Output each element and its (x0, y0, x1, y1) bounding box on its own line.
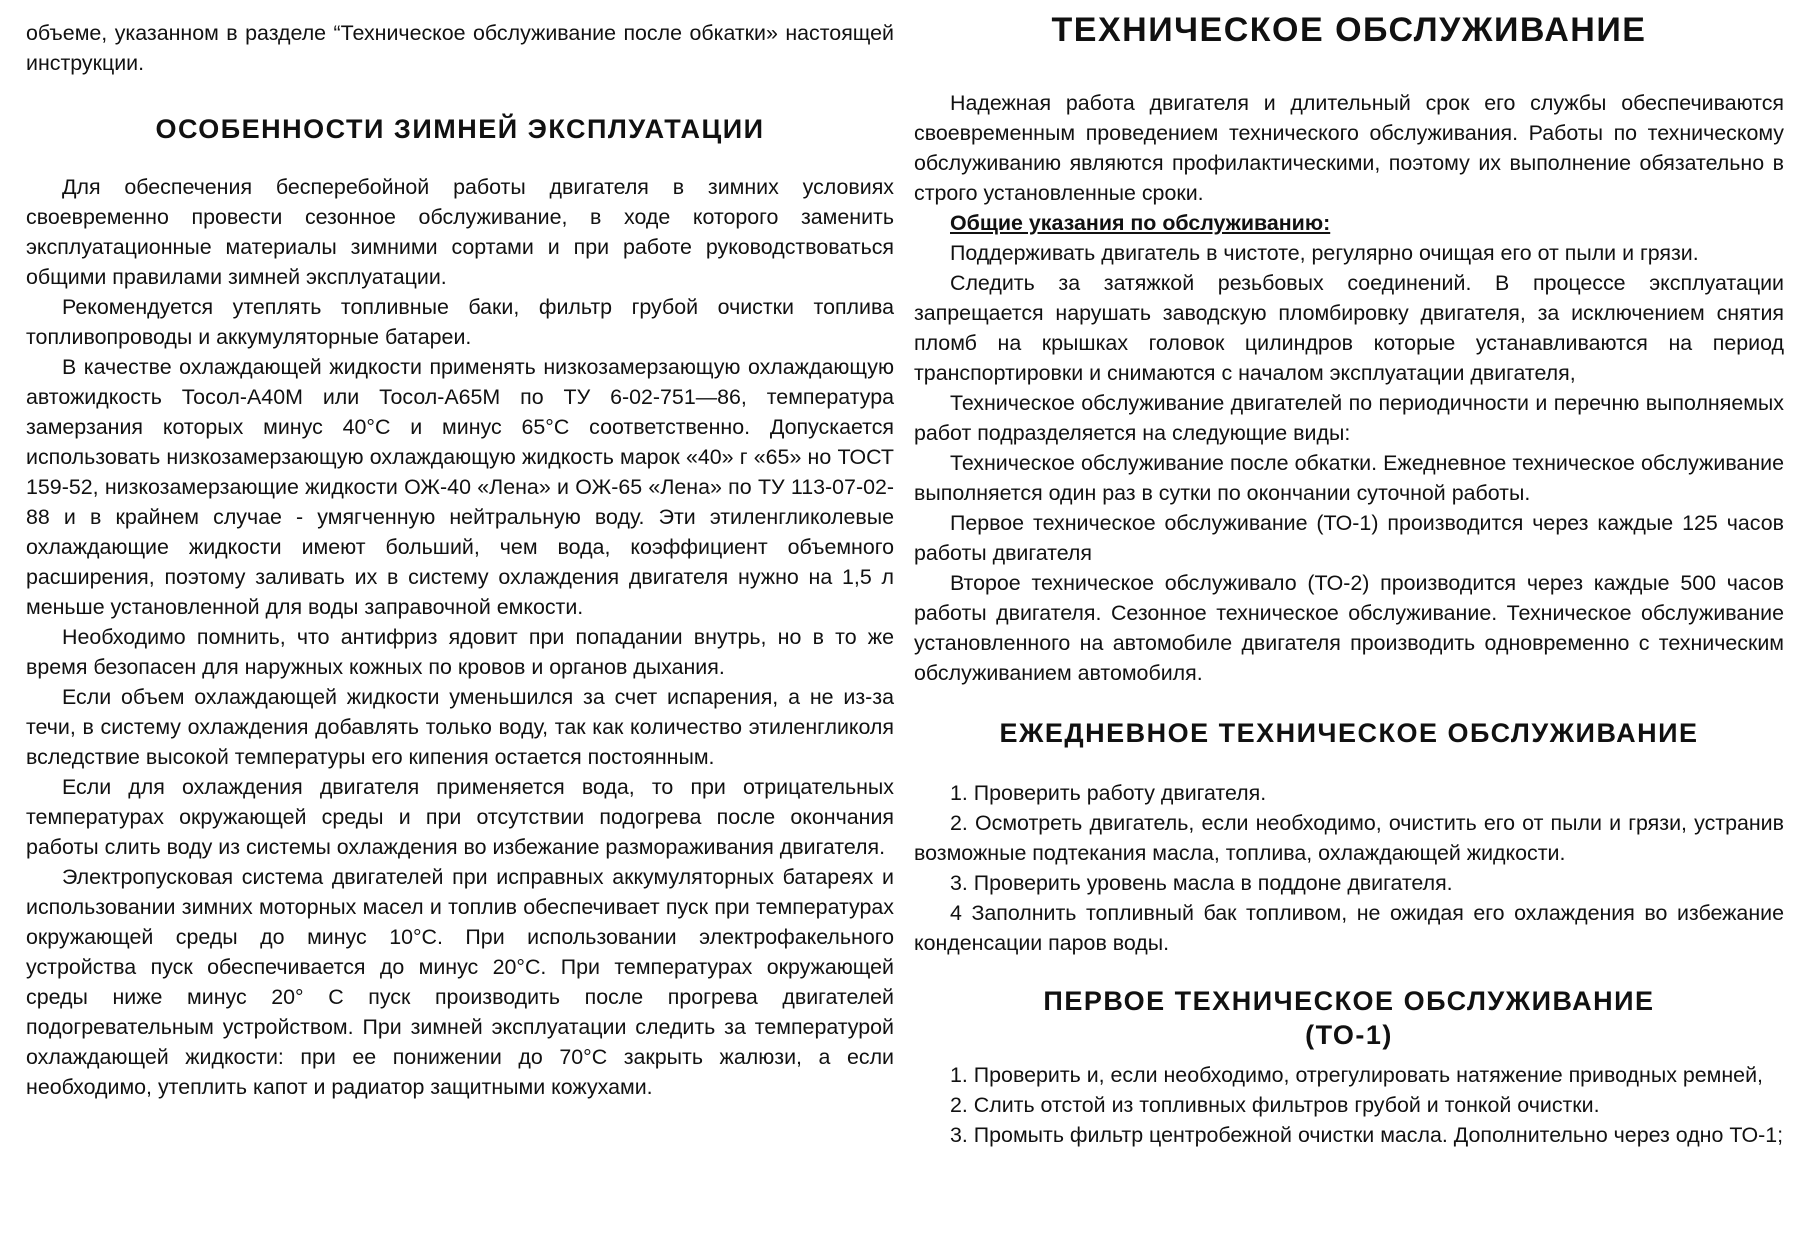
winter-paragraph-7: Электропусковая система двигателей при исправных аккумуляторных батареях и использовании зимних моторных масел и топлив обеспечивает пуск при температурах окружающей среды до минус 10°С. При использовании электрофакельного устройства пуск обеспечивается до минус 20°С. При температурах окружающей среды ниже минус 20° С пуск производить после прогрева двигателей подогревательным устройством. При зимней эксплуатации следить за температурой охлаждающей жидкости: при ее понижении до 70°С закрыть жалюзи, а если необходимо, утеплить капот и радиатор защитными кожухами. (26, 865, 894, 1099)
daily-item-2: 2. Осмотреть двигатель, если необходимо, очистить его от пыли и грязи, устранив возможные подтекания масла, топлива, охлаждающей жидкости. (914, 811, 1784, 865)
to1-item-2: 2. Слить отстой из топливных фильтров грубой и тонкой очистки. (950, 1093, 1600, 1117)
left-intro-text: объеме, указанном в разделе “Техническое обслуживание после обкатки» настоящей инструкции. (26, 21, 894, 75)
winter-operation-heading: ОСОБЕННОСТИ ЗИМНЕЙ ЭКСПЛУАТАЦИИ (155, 114, 765, 144)
to1-heading-line1: ПЕРВОЕ ТЕХНИЧЕСКОЕ ОБСЛУЖИВАНИЕ (1043, 986, 1655, 1016)
left-column (26, 0, 894, 1102)
daily-item-3: 3. Проверить уровень масла в поддоне двигателя. (950, 871, 1453, 895)
winter-paragraph-6: Если для охлаждения двигателя применяется вода, то при отрицательных температурах окружающей среды и при отсутствии подогрева после окончания работы слить воду из системы охлаждения во избежание размораживания двигателя. (26, 775, 894, 859)
right-column (914, 0, 1784, 1150)
winter-paragraph-5: Если объем охлаждающей жидкости уменьшился за счет испарения, а не из-за течи, в систему охлаждения добавлять только воду, так как количество этиленгликоля вследствие высокой температуры его кипения остается постоянным. (26, 685, 894, 769)
general-paragraph-5: Первое техническое обслуживание (ТО-1) производится через каждые 125 часов работы двигателя (914, 511, 1784, 565)
daily-item-4: 4 Заполнить топливный бак топливом, не ожидая его охлаждения во избежание конденсации паров воды. (914, 901, 1784, 955)
general-paragraph-4: Техническое обслуживание после обкатки. Ежедневное техническое обслуживание выполняется один раз в сутки по окончании суточной работы. (914, 451, 1784, 505)
daily-maintenance-heading: ЕЖЕДНЕВНОЕ ТЕХНИЧЕСКОЕ ОБСЛУЖИВАНИЕ (999, 718, 1699, 748)
to1-heading (914, 984, 1784, 1052)
general-paragraph-1: Поддерживать двигатель в чистоте, регулярно очищая его от пыли и грязи. (950, 241, 1699, 265)
general-instructions-title (914, 208, 1784, 238)
daily-item-1: 1. Проверить работу двигателя. (950, 781, 1267, 805)
to1-item-1: 1. Проверить и, если необходимо, отрегулировать натяжение приводных ремней, (950, 1063, 1763, 1087)
winter-paragraph-1: Для обеспечения бесперебойной работы двигателя в зимних условиях своевременно провести сезонное обслуживание, в ходе которого заменить эксплуатационные материалы зимними сортами и при работе руководствоваться общими правилами зимней эксплуатации. (26, 175, 894, 289)
winter-paragraph-4: Необходимо помнить, что антифриз ядовит при попадании внутрь, но в то же время безопасен для наружных кожных по кровов и органов дыхания. (26, 625, 894, 679)
winter-paragraph-2: Рекомендуется утеплять топливные баки, фильтр грубой очистки топлива топливопроводы и аккумуляторные батареи. (26, 295, 894, 349)
general-instructions-subhead: Общие указания по обслуживанию: (950, 211, 1331, 235)
winter-paragraph-3: В качестве охлаждающей жидкости применять низкозамерзающую охлаждающую автожидкость Тосол-А40М или Тосол-А65М по ТУ 6-02-751—86, температура замерзания которых минус 40°С и минус 65°С соответственно. Допускается использовать низкозамерзающую охлаждающую жидкость марок «40» г «65» но ТОСТ 159-52, низкозамерзающие жидкости ОЖ-40 «Лена» и ОЖ-65 «Лена» по ТУ 113-07-02-88 и в крайнем случае - умягченную нейтральную воду. Эти этиленгликолевые охлаждающие жидкости имеют больший, чем вода, коэффициент объемного расширения, поэтому заливать их в систему охлаждения двигателя нужно на 1,5 л меньше установленной для воды заправочной емкости. (26, 355, 894, 619)
maintenance-heading: ТЕХНИЧЕСКОЕ ОБСЛУЖИВАНИЕ (1051, 11, 1647, 49)
general-paragraph-6: Второе техническое обслуживало (ТО-2) производится через каждые 500 часов работы двигателя. Сезонное техническое обслуживание. Техническое обслуживание установленного на автомобиле двигателя производить одновременно с техническим обслуживанием автомобиля. (914, 571, 1784, 685)
maintenance-intro-text: Надежная работа двигателя и длительный срок его службы обеспечиваются своевременным проведением технического обслуживания. Работы по техническому обслуживанию являются профилактическими, поэтому их выполнение обязательно в строго установленные сроки. (914, 91, 1784, 205)
general-paragraph-3: Техническое обслуживание двигателей по периодичности и перечню выполняемых работ подразделяется на следующие виды: (914, 391, 1784, 445)
general-paragraph-2: Следить за затяжкой резьбовых соединений. В процессе эксплуатации запрещается нарушать заводскую пломбировку двигателя, за исключением снятия пломб на крышках головок цилиндров которые устанавливаются на период транспортировки и снимаются с началом эксплуатации двигателя, (914, 271, 1784, 385)
to1-item-3: 3. Промыть фильтр центробежной очистки масла. Дополнительно через одно ТО-1; (950, 1123, 1784, 1147)
to1-heading-line2: (ТО-1) (1305, 1020, 1393, 1050)
